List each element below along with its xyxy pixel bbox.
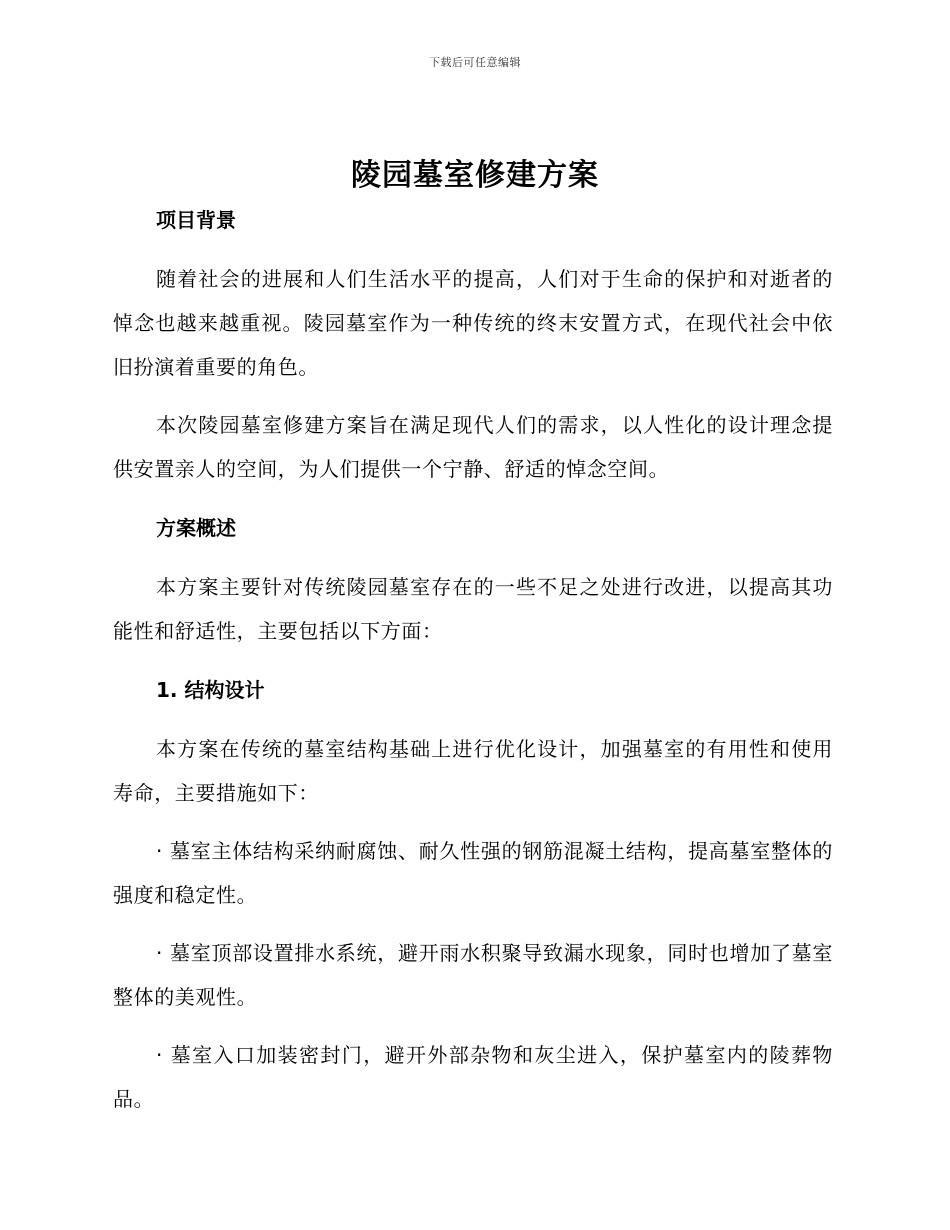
header-note: 下载后可任意编辑	[429, 56, 521, 69]
section-heading-background: 项目背景	[156, 208, 236, 232]
paragraph: 本方案主要针对传统陵园墓室存在的一些不足之处进行改进，以提高其功能性和舒适性，主要包括以下方面：	[113, 575, 833, 643]
bullet-item: · 墓室入口加装密封门，避开外部杂物和灰尘进入，保护墓室内的陵葬物品。	[113, 1043, 833, 1111]
document-title: 陵园墓室修建方案	[351, 158, 599, 193]
paragraph: 本次陵园墓室修建方案旨在满足现代人们的需求，以人性化的设计理念提供安置亲人的空间，为人们提供一个宁静、舒适的悼念空间。	[113, 413, 833, 481]
section-heading-structure: 1. 结构设计	[156, 678, 265, 702]
bullet-item: · 墓室顶部设置排水系统，避开雨水积聚导致漏水现象，同时也增加了墓室整体的美观性。	[113, 941, 833, 1009]
section-heading-overview: 方案概述	[156, 516, 236, 540]
paragraph: 本方案在传统的墓室结构基础上进行优化设计，加强墓室的有用性和使用寿命，主要措施如下：	[113, 737, 833, 805]
bullet-item: · 墓室主体结构采纳耐腐蚀、耐久性强的钢筋混凝土结构，提高墓室整体的强度和稳定性。	[113, 839, 833, 907]
document-body	[113, 205, 833, 1121]
paragraph: 随着社会的进展和人们生活水平的提高，人们对于生命的保护和对逝者的悼念也越来越重视。陵园墓室作为一种传统的终末安置方式，在现代社会中依旧扮演着重要的角色。	[113, 267, 833, 379]
